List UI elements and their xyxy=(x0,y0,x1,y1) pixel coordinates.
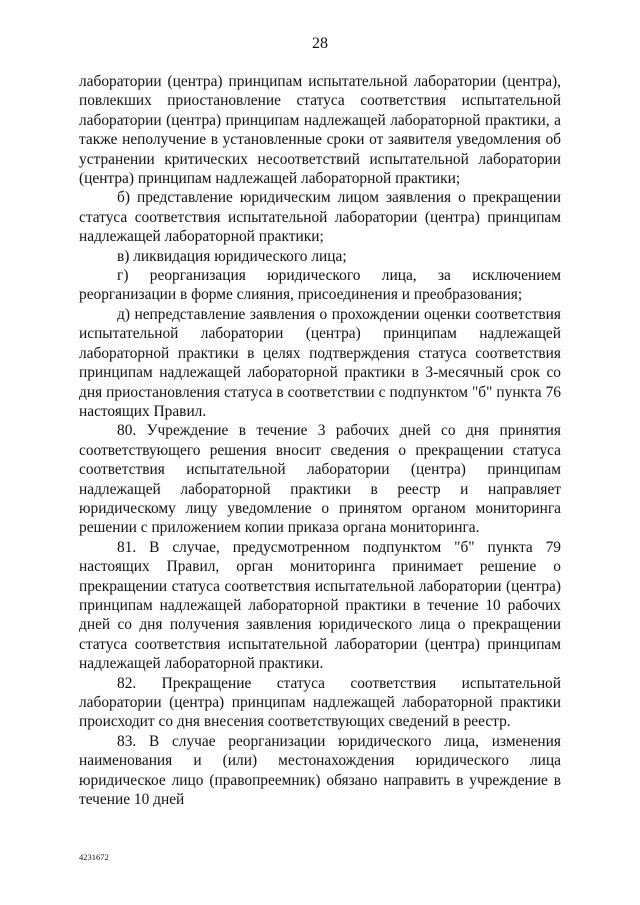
paragraph-clause-81: 81. В случае, предусмотренном подпунктом "б" пункта 79 настоящих Правил, орган мониторинга принимает решение о прекращении статуса соответствия испытательной лаборатории (центра) принципам надлежащей лабораторной практики в течение 10 рабочих дней со дня получения заявления юридического лица о прекращении статуса соответствия испытательной лаборатории (центра) принципам надлежащей лабораторной практики. xyxy=(79,538,561,673)
paragraph-continuation: лаборатории (центра) принципам испытательной лаборатории (центра), повлекших приостановление статуса соответствия испытательной лаборатории (центра) принципам надлежащей лабораторной практики, а также неполучение в установленные сроки от заявителя уведомления об устранении критических несоответствий испытательной лаборатории (центра) принципам надлежащей лабораторной практики; xyxy=(79,73,561,188)
document-body xyxy=(79,72,561,809)
paragraph-item-v: в) ликвидация юридического лица; xyxy=(117,247,347,265)
paragraph-clause-83: 83. В случае реорганизации юридического лица, изменения наименования и (или) местонахождения юридического лица юридическое лицо (правопреемник) обязано направить в учреждение в течение 10 дней xyxy=(79,732,561,809)
paragraph-clause-80: 80. Учреждение в течение 3 рабочих дней со дня принятия соответствующего решения вносит сведения о прекращении статуса соответствия испытательной лаборатории (центра) принципам надлежащей лабораторной практики в реестр и направляет юридическому лицу уведомление о принятом органом мониторинга решении с приложением копии приказа органа мониторинга. xyxy=(79,422,561,537)
page-number: 28 xyxy=(312,35,328,52)
paragraph-clause-82: 82. Прекращение статуса соответствия испытательной лаборатории (центра) принципам надлежащей лабораторной практики происходит со дня внесения соответствующих сведений в реестр. xyxy=(79,674,561,731)
paragraph-item-g: г) реорганизация юридического лица, за исключением реорганизации в форме слияния, присоединения и преобразования; xyxy=(79,267,561,304)
document-code: 4231672 xyxy=(79,852,109,862)
paragraph-item-b: б) представление юридическим лицом заявления о прекращении статуса соответствия испытательной лаборатории (центра) принципам надлежащей лабораторной практики; xyxy=(79,189,561,246)
paragraph-item-d: д) непредставление заявления о прохождении оценки соответствия испытательной лаборатории (центра) принципам надлежащей лабораторной практики в целях подтверждения статуса соответствия принципам надлежащей лабораторной практики в 3-месячный срок со дня приостановления статуса в соответствии с подпунктом "б" пункта 76 настоящих Правил. xyxy=(79,305,561,420)
